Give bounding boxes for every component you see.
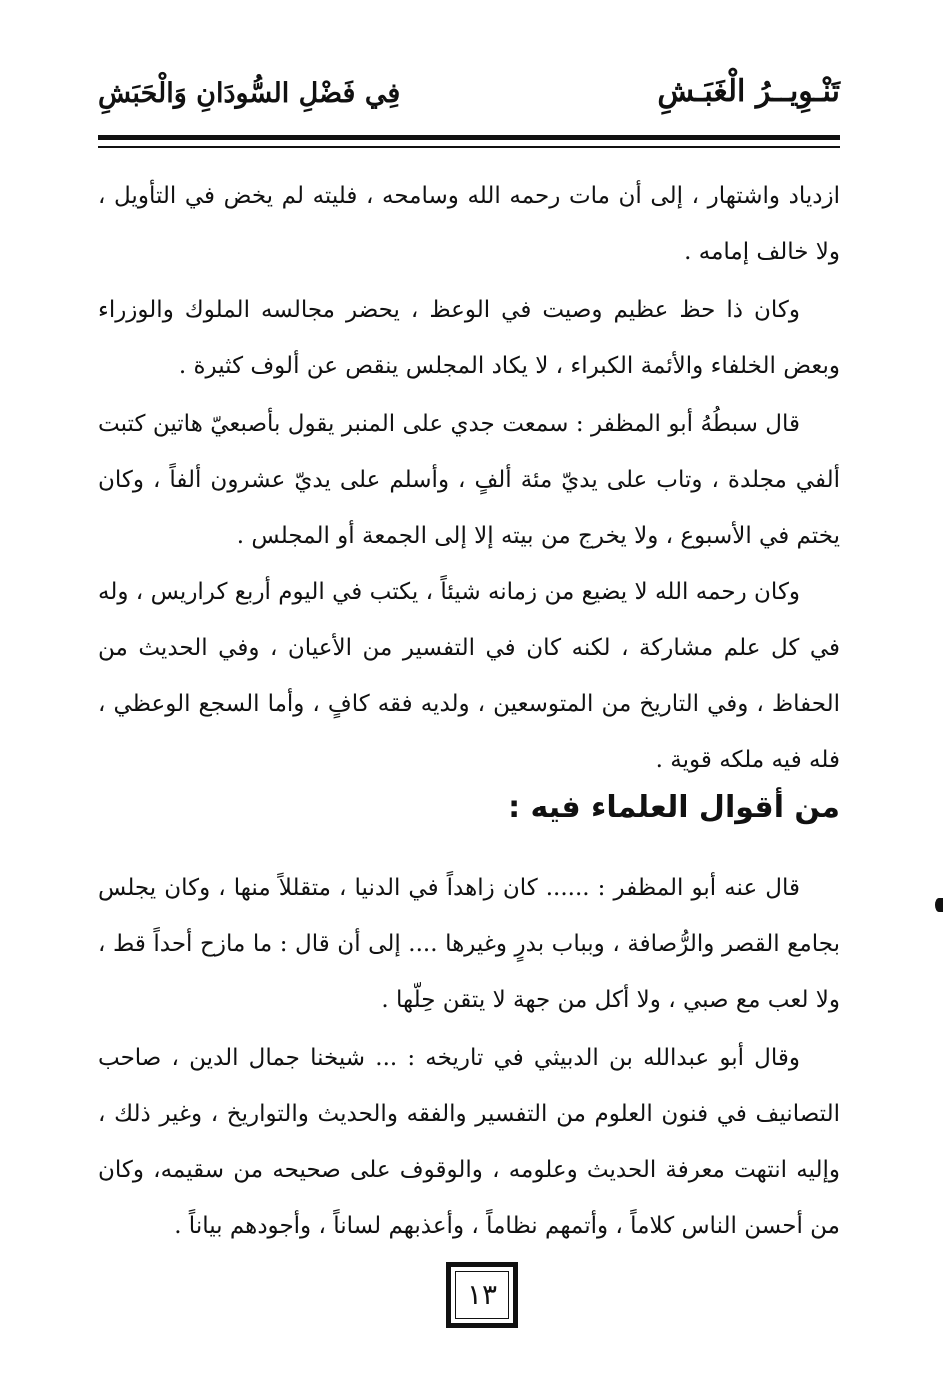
section-paragraph-1 (98, 860, 840, 1028)
paragraph-text: قال سبطُهُ أبو المظفر : سمعت جدي على المنبر يقول بأصبعيّ هاتين كتبت ألفي مجلدة ، وتاب على يديّ مئة ألفٍ ، وأسلم على يديّ عشرون ألفاً ، وكان يختم في الأسبوع ، ولا يخرج من بيته إلا إلى الجمعة أو المجلس . (98, 411, 840, 549)
paragraph-text: وكان ذا حظ عظيم وصيت في الوعظ ، يحضر مجالسه الملوك والوزراء وبعض الخلفاء والأئمة الكبراء ، لا يكاد المجلس ينقص عن ألوف كثيرة . (98, 297, 840, 379)
paragraph-3 (98, 396, 840, 564)
paragraph-text: وكان رحمه الله لا يضيع من زمانه شيئاً ، يكتب في اليوم أربع كراريس ، وله في كل علم مشاركة ، لكنه كان في التفسير من الأعيان ، وفي الحديث من الحفاظ ، وفي التاريخ من المتوسعين ، ولديه فقه كافٍ ، وأما السجع الوعظي ، فله فيه ملكه قوية . (98, 579, 840, 773)
paragraph-text: ازدياد واشتهار ، إلى أن مات رحمه الله وسامحه ، فليته لم يخض في التأويل ، ولا خالف إمامه . (98, 183, 840, 265)
section-paragraph-2 (98, 1030, 840, 1254)
page-number: ١٣ (466, 1278, 498, 1311)
book-title: تَنْـوِيــرُ الْغَبَـشِ (657, 74, 840, 109)
section-heading: من أقوال العلماء فيه : (508, 790, 840, 825)
paragraph-2 (98, 282, 840, 394)
paragraph-1 (98, 168, 840, 280)
book-subtitle: فِي فَضْلِ السُّودَانِ وَالْحَبَشِ (98, 78, 401, 109)
paragraph-4 (98, 564, 840, 788)
paragraph-text: قال عنه أبو المظفر : ...... كان زاهداً في الدنيا ، متقللاً منها ، وكان يجلس بجامع القصر والرُّصافة ، وبباب بدرٍ وغيرها .... إلى أن قال : ما مازح أحداً قط ، ولا لعب مع صبي ، ولا أكل من جهة لا يتقن حِلّها . (98, 875, 840, 1013)
paragraph-text: وقال أبو عبدالله بن الدبيثي في تاريخه : ... شيخنا جمال الدين ، صاحب التصانيف في فنون العلوم من التفسير والفقه والحديث والتواريخ ، وغير ذلك ، وإليه انتهت معرفة الحديث وعلومه ، والوقوف على صحيحه من سقيمه، وكان من أحسن الناس كلاماً ، وأتمهم نظاماً ، وأعذبهم لساناً ، وأجودهم بياناً . (98, 1045, 840, 1239)
margin-ink-mark (935, 898, 943, 912)
page-number-frame (446, 1262, 518, 1328)
running-header (98, 62, 840, 132)
header-rule-thick (98, 135, 840, 140)
header-rule-thin (98, 146, 840, 148)
